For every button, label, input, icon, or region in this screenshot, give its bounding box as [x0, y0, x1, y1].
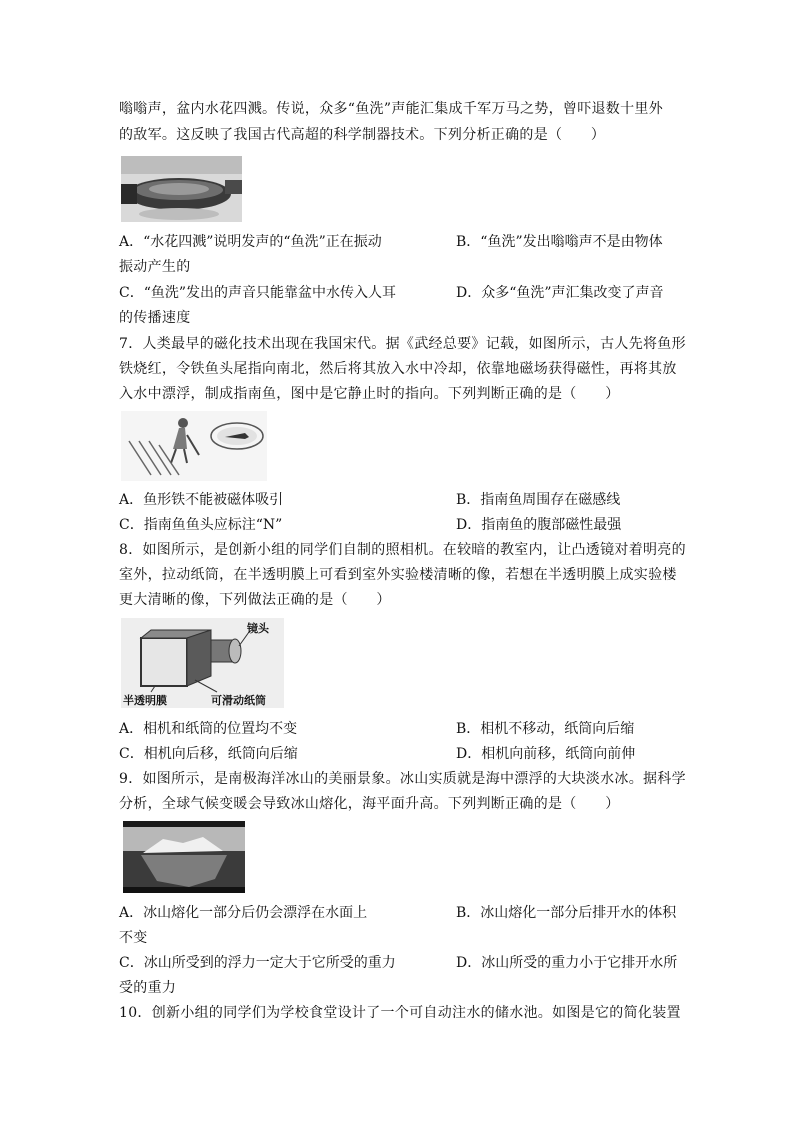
q7-stem-line-3: 入水中漂浮，制成指南鱼，图中是它静止时的指向。下列判断正确的是（ ）: [119, 386, 620, 402]
q7-option-a[interactable]: A．鱼形铁不能被磁体吸引: [119, 492, 284, 508]
q7-option-b[interactable]: B．指南鱼周围存在磁感线: [456, 492, 621, 508]
q8-label-lens: 镜头: [247, 622, 269, 635]
q8-option-c[interactable]: C．相机向后移，纸筒向后缩: [119, 746, 298, 762]
q7-south-pointing-fish-illustration: [121, 411, 267, 481]
q7-option-d[interactable]: D．指南鱼的腹部磁性最强: [456, 517, 622, 533]
q9-option-d-continued: 受的重力: [119, 980, 177, 996]
q9-option-b-continued: 不变: [119, 930, 148, 946]
q6-stem-line-1: 嗡嗡声，盆内水花四溅。传说，众多“鱼洗”声能汇集成千军万马之势，曾吓退数十里外: [119, 101, 664, 117]
q9-option-a[interactable]: A．冰山熔化一部分后仍会漂浮在水面上: [119, 905, 368, 921]
q8-stem-line-1: 8．如图所示，是创新小组的同学们自制的照相机。在较暗的教室内，让凸透镜对着明亮的: [119, 542, 686, 558]
q9-stem-line-1: 9．如图所示，是南极海洋冰山的美丽景象。冰山实质就是海中漂浮的大块淡水冰。据科学: [119, 771, 686, 787]
q8-label-sliding-tube: 可滑动纸筒: [211, 694, 266, 707]
q6-option-b-continued: 振动产生的: [119, 259, 191, 275]
q6-fish-basin-photo: [121, 156, 242, 222]
q6-option-b[interactable]: B．“鱼洗”发出嗡嗡声不是由物体: [456, 234, 663, 250]
q8-stem-line-3: 更大清晰的像，下列做法正确的是（ ）: [119, 592, 391, 608]
q6-option-c[interactable]: C．“鱼洗”发出的声音只能靠盆中水传入人耳: [119, 285, 397, 301]
q9-option-d[interactable]: D．冰山所受的重力小于它排开水所: [456, 955, 678, 971]
q9-iceberg-photo: [123, 821, 245, 893]
q6-option-d-continued: 的传播速度: [119, 310, 191, 326]
q7-stem-line-1: 7．人类最早的磁化技术出现在我国宋代。据《武经总要》记载，如图所示，古人先将鱼形: [119, 336, 686, 352]
q6-option-a[interactable]: A．“水花四溅”说明发声的“鱼洗”正在振动: [119, 234, 382, 250]
q6-option-d[interactable]: D．众多“鱼洗”声汇集改变了声音: [456, 285, 664, 301]
q7-stem-line-2: 铁烧红，令铁鱼头尾指向南北，然后将其放入水中冷却，依靠地磁场获得磁性，再将其放: [119, 361, 677, 377]
q8-pinhole-camera-diagram: [121, 618, 284, 708]
q8-option-d[interactable]: D．相机向前移，纸筒向前伸: [456, 746, 636, 762]
q7-option-c[interactable]: C．指南鱼鱼头应标注“N”: [119, 517, 283, 533]
q9-option-b[interactable]: B．冰山熔化一部分后排开水的体积: [456, 905, 677, 921]
q8-option-b[interactable]: B．相机不移动，纸筒向后缩: [456, 721, 635, 737]
q8-stem-line-2: 室外，拉动纸筒，在半透明膜上可看到室外实验楼清晰的像，若想在半透明膜上成实验楼: [119, 567, 677, 583]
q9-option-c[interactable]: C．冰山所受到的浮力一定大于它所受的重力: [119, 955, 396, 971]
q6-stem-line-2: 的敌军。这反映了我国古代高超的科学制器技术。下列分析正确的是（ ）: [119, 127, 606, 143]
q10-stem-line-1: 10．创新小组的同学们为学校食堂设计了一个可自动注水的储水池。如图是它的简化装置: [119, 1005, 681, 1021]
q8-option-a[interactable]: A．相机和纸筒的位置均不变: [119, 721, 298, 737]
q9-stem-line-2: 分析，全球气候变暖会导致冰山熔化，海平面升高。下列判断正确的是（ ）: [119, 796, 620, 812]
q8-label-translucent-film: 半透明膜: [123, 694, 167, 707]
